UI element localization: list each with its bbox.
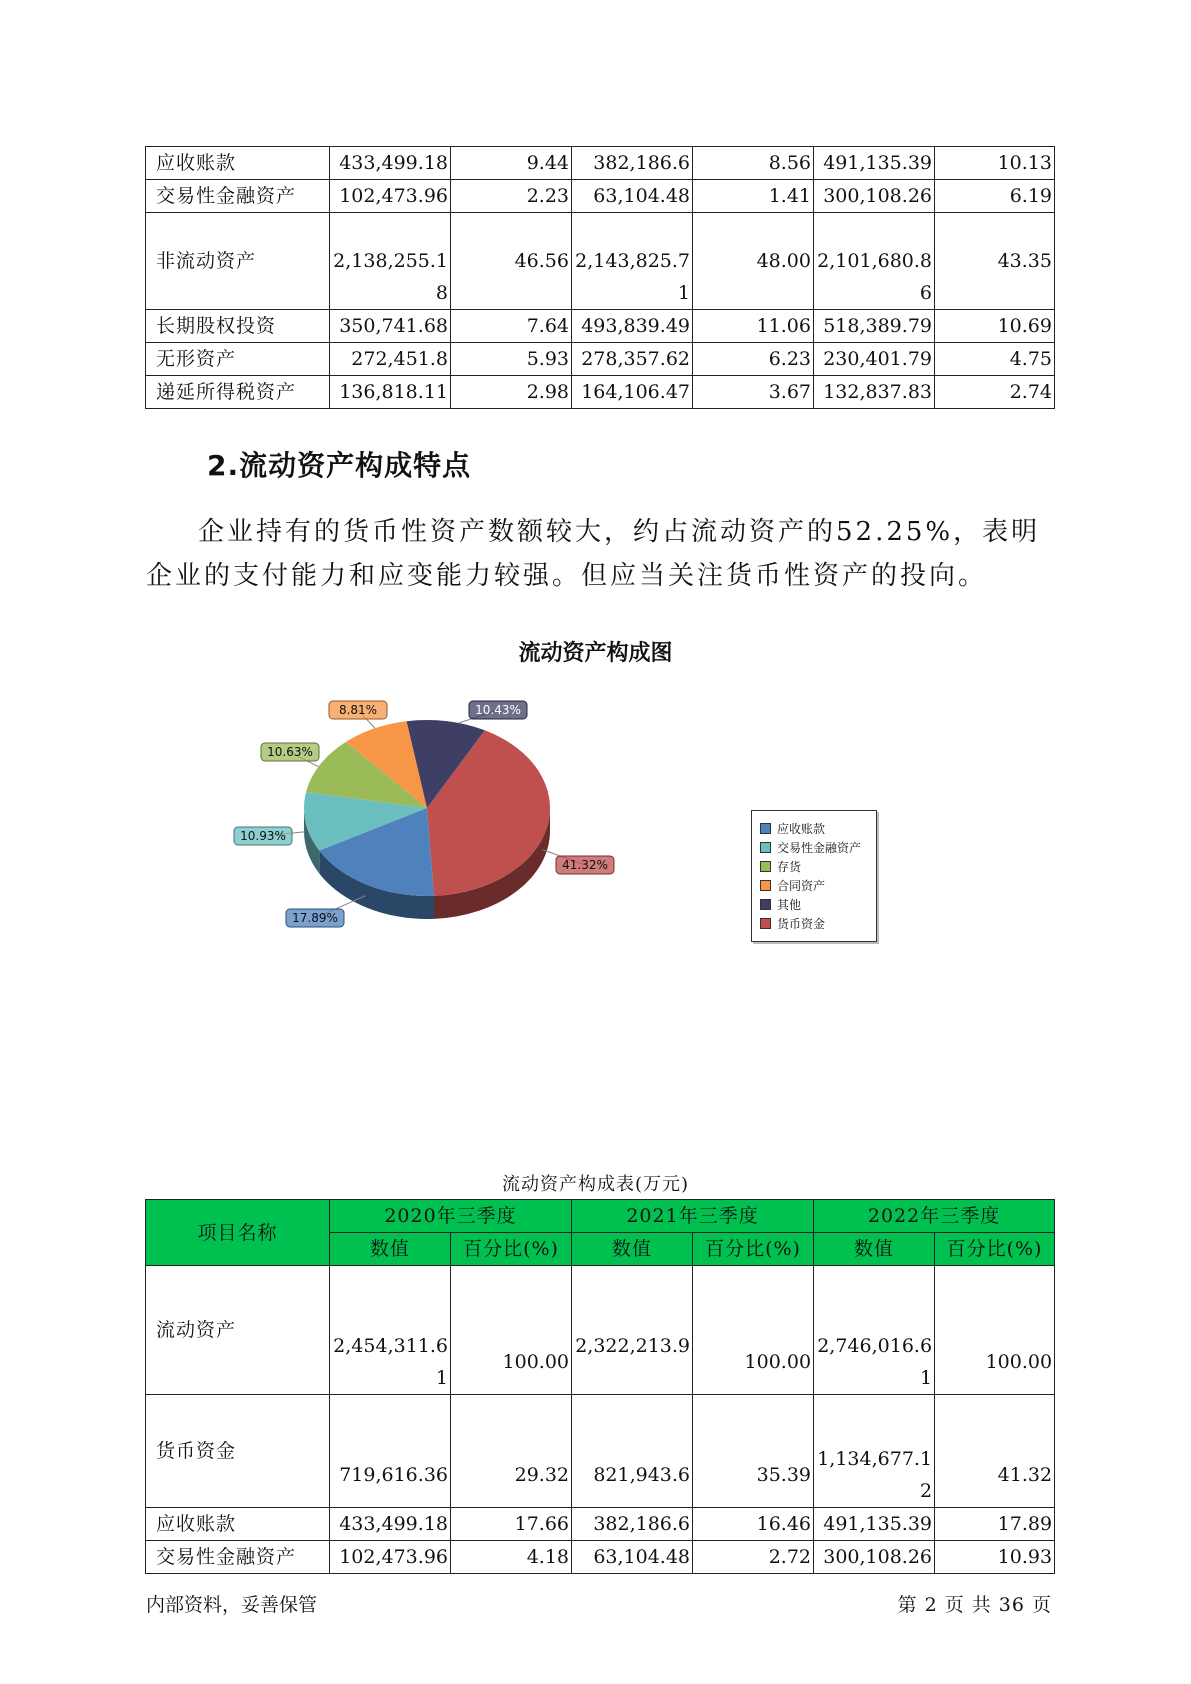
legend-label: 应收账款 (777, 822, 826, 836)
legend-label: 货币资金 (777, 917, 826, 931)
table-row (146, 1395, 1055, 1508)
cell-value: 350,741.68 (330, 310, 451, 343)
cell-percent: 2.23 (451, 180, 572, 213)
data-label: 41.32% (562, 858, 608, 872)
row-name: 应收账款 (146, 147, 330, 180)
cell-value: 300,108.26 (814, 1541, 935, 1574)
legend-item (752, 838, 876, 857)
cell-value: 102,473.96 (330, 180, 451, 213)
legend-label: 其他 (777, 898, 802, 912)
cell-value: 278,357.62 (572, 343, 693, 376)
header-year: 2021年三季度 (572, 1200, 814, 1233)
cell-percent: 2.98 (451, 376, 572, 409)
cell-percent: 17.89 (935, 1508, 1055, 1541)
table-header-row (146, 1200, 1055, 1233)
cell-value: 272,451.8 (330, 343, 451, 376)
row-name: 交易性金融资产 (146, 180, 330, 213)
data-label: 17.89% (292, 911, 338, 925)
cell-value: 2,138,255.18 (330, 213, 451, 310)
legend-item (752, 819, 876, 838)
cell-value: 491,135.39 (814, 1508, 935, 1541)
legend-swatch (760, 880, 771, 891)
chart-legend (751, 810, 877, 942)
data-label: 8.81% (338, 703, 378, 717)
cell-value: 821,943.6 (572, 1395, 693, 1508)
cell-percent: 3.67 (693, 376, 814, 409)
legend-label: 交易性金融资产 (777, 841, 862, 855)
legend-label: 合同资产 (777, 879, 826, 893)
cell-percent: 9.44 (451, 147, 572, 180)
header-value: 数值 (572, 1233, 693, 1266)
cell-value: 382,186.6 (572, 1508, 693, 1541)
row-name: 长期股权投资 (146, 310, 330, 343)
row-name: 货币资金 (146, 1395, 330, 1508)
header-percent: 百分比(%) (451, 1233, 572, 1266)
header-year: 2020年三季度 (330, 1200, 572, 1233)
cell-percent: 29.32 (451, 1395, 572, 1508)
legend-swatch (760, 842, 771, 853)
legend-swatch (760, 918, 771, 929)
cell-value: 2,143,825.71 (572, 213, 693, 310)
cell-value: 102,473.96 (330, 1541, 451, 1574)
data-label: 10.93% (240, 829, 286, 843)
header-percent: 百分比(%) (693, 1233, 814, 1266)
cell-value: 493,839.49 (572, 310, 693, 343)
cell-percent: 10.93 (935, 1541, 1055, 1574)
cell-value: 2,101,680.86 (814, 213, 935, 310)
legend-swatch (760, 861, 771, 872)
cell-percent: 11.06 (693, 310, 814, 343)
row-name: 流动资产 (146, 1266, 330, 1395)
chart-title: 流动资产构成图 (518, 641, 673, 666)
cell-percent: 41.32 (935, 1395, 1055, 1508)
cell-percent: 5.93 (451, 343, 572, 376)
cell-value: 2,322,213.9 (572, 1266, 693, 1395)
cell-percent: 10.69 (935, 310, 1055, 343)
table-row (146, 1541, 1055, 1574)
table-row (146, 1508, 1055, 1541)
cell-percent: 100.00 (935, 1266, 1055, 1395)
cell-percent: 8.56 (693, 147, 814, 180)
table-row (146, 1266, 1055, 1395)
cell-value: 433,499.18 (330, 1508, 451, 1541)
section-paragraph: 企业持有的货币性资产数额较大，约占流动资产的52.25%，表明企业的支付能力和应变能力较强。但应当关注货币性资产的投向。 (146, 517, 1041, 591)
cell-value: 382,186.6 (572, 147, 693, 180)
cell-percent: 1.41 (693, 180, 814, 213)
cell-value: 164,106.47 (572, 376, 693, 409)
current-assets-table (145, 1199, 1055, 1574)
cell-value: 136,818.11 (330, 376, 451, 409)
legend-swatch (760, 899, 771, 910)
cell-percent: 2.72 (693, 1541, 814, 1574)
data-label: 10.63% (267, 745, 313, 759)
legend-item (752, 857, 876, 876)
cell-value: 491,135.39 (814, 147, 935, 180)
cell-percent: 10.13 (935, 147, 1055, 180)
header-percent: 百分比(%) (935, 1233, 1055, 1266)
cell-value: 300,108.26 (814, 180, 935, 213)
cell-percent: 7.64 (451, 310, 572, 343)
cell-percent: 35.39 (693, 1395, 814, 1508)
legend-item (752, 876, 876, 895)
row-name: 无形资产 (146, 343, 330, 376)
data-label: 10.43% (475, 703, 521, 717)
legend-item (752, 895, 876, 914)
cell-percent: 4.18 (451, 1541, 572, 1574)
cell-value: 518,389.79 (814, 310, 935, 343)
cell-value: 230,401.79 (814, 343, 935, 376)
legend-swatch (760, 823, 771, 834)
cell-value: 2,454,311.61 (330, 1266, 451, 1395)
cell-percent: 16.46 (693, 1508, 814, 1541)
cell-value: 433,499.18 (330, 147, 451, 180)
cell-percent: 100.00 (451, 1266, 572, 1395)
cell-value: 63,104.48 (572, 180, 693, 213)
footer-note: 内部资料，妥善保管 (146, 1594, 318, 1616)
table-caption: 流动资产构成表(万元) (501, 1174, 690, 1195)
header-value: 数值 (814, 1233, 935, 1266)
header-year: 2022年三季度 (814, 1200, 1055, 1233)
cell-value: 1,134,677.12 (814, 1395, 935, 1508)
cell-value: 719,616.36 (330, 1395, 451, 1508)
row-name: 应收账款 (146, 1508, 330, 1541)
row-name: 递延所得税资产 (146, 376, 330, 409)
section-heading: 2.流动资产构成特点 (207, 449, 472, 482)
cell-percent: 4.75 (935, 343, 1055, 376)
cell-value: 63,104.48 (572, 1541, 693, 1574)
legend-label: 存货 (777, 860, 802, 874)
page-number: 第 2 页 共 36 页 (897, 1594, 1052, 1616)
cell-percent: 2.74 (935, 376, 1055, 409)
legend-item (752, 914, 876, 933)
header-value: 数值 (330, 1233, 451, 1266)
cell-percent: 17.66 (451, 1508, 572, 1541)
header-item: 项目名称 (146, 1200, 330, 1266)
row-name: 非流动资产 (146, 213, 330, 310)
cell-percent: 46.56 (451, 213, 572, 310)
cell-value: 132,837.83 (814, 376, 935, 409)
cell-percent: 48.00 (693, 213, 814, 310)
cell-percent: 6.23 (693, 343, 814, 376)
row-name: 交易性金融资产 (146, 1541, 330, 1574)
cell-percent: 43.35 (935, 213, 1055, 310)
cell-percent: 6.19 (935, 180, 1055, 213)
cell-value: 2,746,016.61 (814, 1266, 935, 1395)
cell-percent: 100.00 (693, 1266, 814, 1395)
